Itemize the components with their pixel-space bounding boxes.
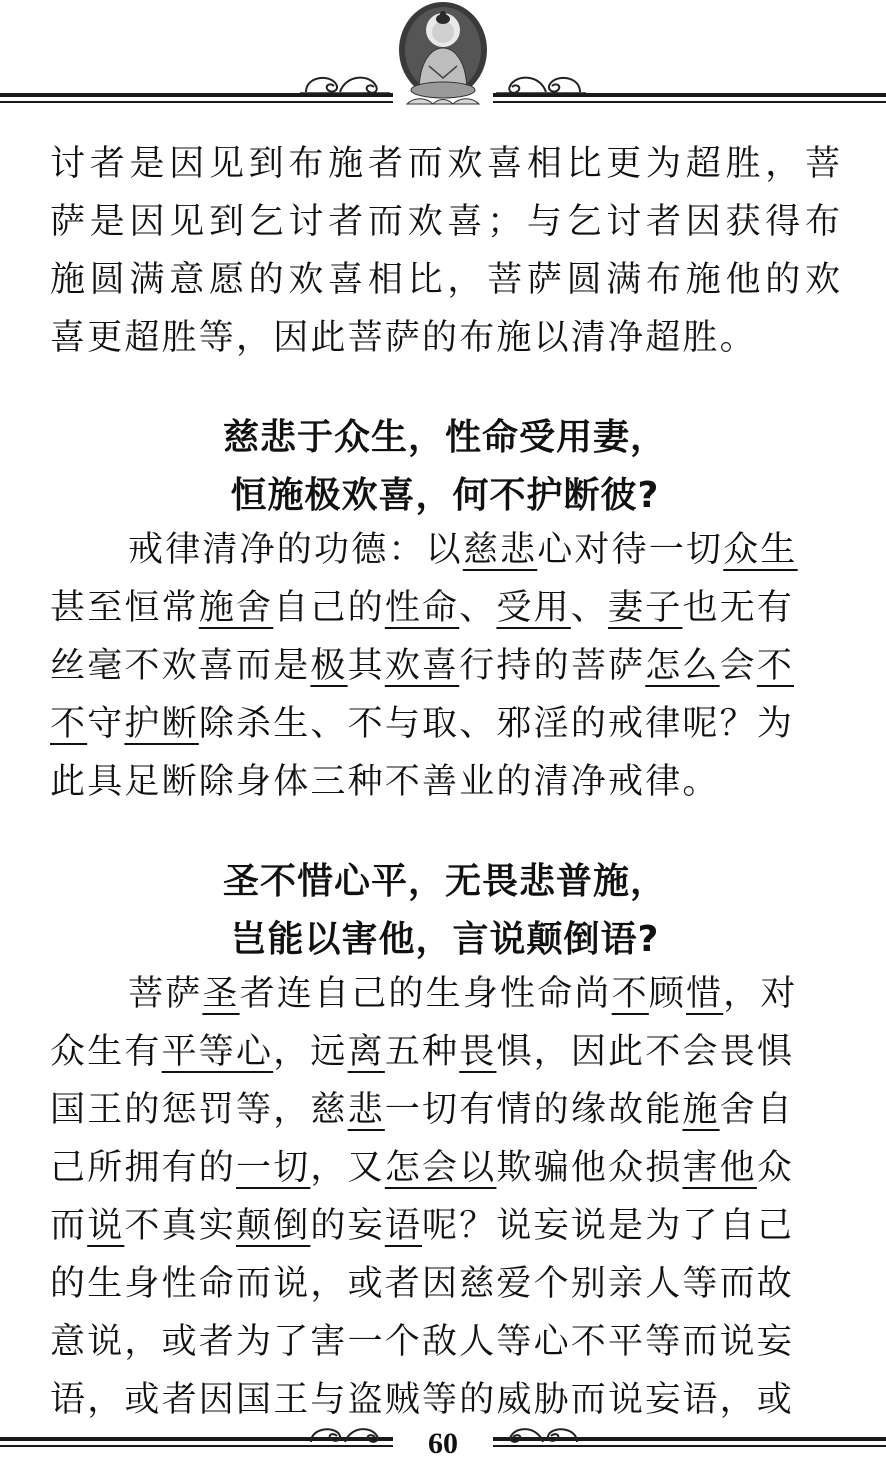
underlined-term: 性命 [384, 588, 460, 628]
underlined-term: 极 [310, 646, 348, 686]
commentary-line: 众生有平等心，远离五种畏惧，因此不会畏惧 [50, 1032, 795, 1072]
underlined-term: 众生 [723, 530, 798, 570]
underlined-term: 怎会以 [384, 1148, 497, 1188]
commentary-line: 己所拥有的一切，又怎会以欺骗他众损害他众 [50, 1148, 795, 1188]
commentary-line: 而说不真实颠倒的妄语呢？说妄说是为了自己 [50, 1206, 795, 1246]
verse-line: 圣不惜心平，无畏悲普施， [222, 861, 667, 902]
underlined-term: 施舍 [198, 588, 274, 628]
underlined-term: 妻子 [608, 588, 683, 628]
commentary-line: 此具足断除身体三种不善业的清净戒律。 [50, 762, 720, 802]
underlined-term: 害他 [682, 1148, 757, 1188]
buddha-emblem-icon [393, 0, 493, 112]
underlined-term: 畏 [459, 1032, 497, 1072]
underlined-term: 欢喜 [384, 646, 460, 686]
underlined-term: 不 [50, 704, 88, 744]
right-cloud-ornament-icon [496, 70, 586, 96]
commentary-line: 戒律清净的功德：以慈悲心对待一切众生 [128, 530, 798, 570]
underlined-term: 受用 [496, 588, 571, 628]
commentary-line: 菩萨圣者连自己的生身性命尚不顾惜，对 [128, 974, 798, 1014]
body-line: 喜更超胜等，因此菩萨的布施以清净超胜。 [50, 318, 757, 358]
commentary-line: 国王的惩罚等，慈悲一切有情的缘故能施舍自 [50, 1090, 795, 1130]
verse-line: 恒施极欢喜，何不护断彼? [230, 475, 660, 516]
underlined-term: 圣 [202, 974, 240, 1014]
body-line: 讨者是因见到布施者而欢喜相比更为超胜，菩 [50, 144, 840, 184]
underlined-term: 颠倒 [236, 1206, 311, 1246]
underlined-term: 一切 [236, 1148, 311, 1188]
underlined-term: 语 [384, 1206, 423, 1246]
commentary-line: 语，或者因国王与盗贼等的威胁而说妄语，或 [50, 1380, 795, 1420]
underlined-term: 慈悲 [462, 530, 538, 570]
underlined-term: 悲 [347, 1090, 385, 1130]
left-cloud-ornament-icon [300, 70, 390, 96]
commentary-line: 意说，或者为了害一个敌人等心不平等而说妄 [50, 1322, 795, 1362]
footer-right-cloud-ornament-icon [497, 1422, 583, 1444]
underlined-term: 离 [347, 1032, 385, 1072]
underlined-term: 说 [87, 1206, 125, 1246]
body-line: 施圆满意愿的欢喜相比，菩萨圆满布施他的欢 [50, 260, 840, 300]
underlined-term: 护断 [124, 704, 199, 744]
underlined-term: 不 [611, 974, 649, 1014]
footer-left-cloud-ornament-icon [305, 1422, 391, 1444]
commentary-line: 丝毫不欢喜而是极其欢喜行持的菩萨怎么会不 [50, 646, 795, 686]
underlined-term: 施 [682, 1090, 720, 1130]
verse-line: 慈悲于众生，性命受用妻， [222, 417, 667, 458]
underlined-term: 怎么 [645, 646, 720, 686]
underlined-term: 不 [756, 646, 795, 686]
commentary-line: 不守护断除杀生、不与取、邪淫的戒律呢？为 [50, 704, 795, 744]
page-number: 60 [393, 1421, 493, 1467]
underlined-term: 惜 [686, 974, 724, 1014]
underlined-term: 平等心 [161, 1032, 274, 1072]
body-line: 萨是因见到乞讨者而欢喜；与乞讨者因获得布 [50, 202, 840, 242]
verse-line: 岂能以害他，言说颠倒语? [230, 919, 660, 960]
commentary-line: 甚至恒常施舍自己的性命、受用、妻子也无有 [50, 588, 795, 628]
commentary-line: 的生身性命而说，或者因慈爱个别亲人等而故 [50, 1264, 795, 1304]
